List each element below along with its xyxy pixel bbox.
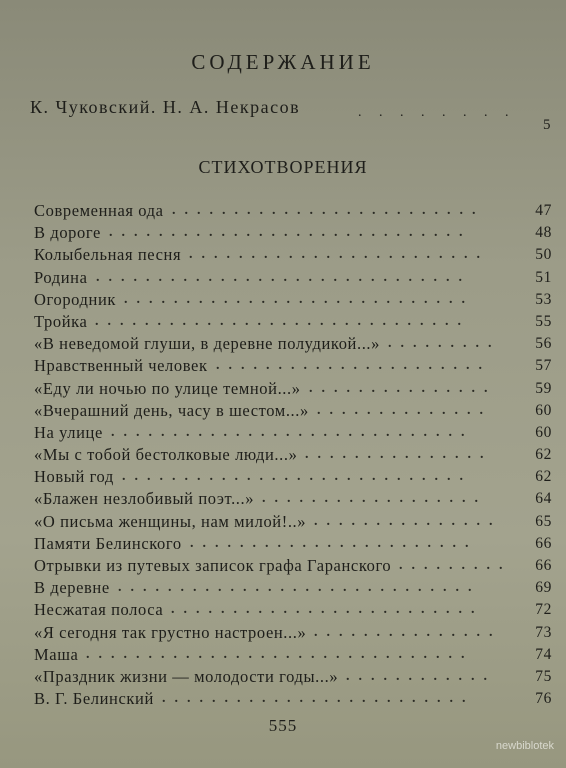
- toc-entry-leader-dots: ..................: [262, 491, 487, 507]
- toc-entry-title: «В неведомой глуши, в деревне полудикой...»: [34, 334, 381, 354]
- toc-entry: [34, 599, 552, 621]
- toc-entry-page: 56: [535, 335, 552, 353]
- toc-entry: [34, 666, 552, 688]
- toc-entry-title: «Я сегодня так грустно настроен...»: [34, 622, 307, 642]
- toc-entry: [34, 222, 552, 244]
- toc-entry-title: Колыбельная песня: [34, 245, 182, 265]
- toc-entry: [34, 577, 552, 599]
- toc-entry: [34, 200, 552, 222]
- toc-entry: [34, 511, 552, 533]
- toc-entry-leader-dots: ..............................: [95, 313, 470, 329]
- toc-entry-page: 62: [535, 446, 552, 464]
- toc-entry-title: «Вчерашний день, часу в шестом...»: [34, 400, 309, 420]
- toc-entry: [34, 267, 552, 289]
- toc-entry: [34, 533, 552, 555]
- toc-entry: [34, 244, 552, 266]
- toc-entry-page: 48: [535, 224, 552, 242]
- toc-entry-title: «Блажен незлобивый поэт...»: [34, 489, 255, 509]
- toc-entry: [34, 289, 552, 311]
- toc-entry-page: 53: [535, 290, 552, 308]
- toc-entry: [34, 644, 552, 666]
- toc-entry-title: «Мы с тобой бестолковые люди...»: [34, 445, 298, 465]
- toc-entry-title: В дороге: [34, 223, 101, 243]
- toc-entry: [34, 444, 552, 466]
- toc-entry: [34, 378, 552, 400]
- toc-entry-leader-dots: .............................: [109, 225, 472, 241]
- toc-entry-leader-dots: .........: [399, 558, 512, 573]
- watermark: newbiblotek: [495, 740, 554, 752]
- toc-entry-page: 64: [535, 490, 552, 508]
- toc-entry-page: 57: [535, 357, 552, 375]
- toc-entry-page: 51: [535, 268, 552, 286]
- toc-entry-page: 60: [535, 401, 552, 419]
- toc-entry-title: Современная ода: [34, 201, 164, 220]
- intro-entry-page: 5: [543, 117, 552, 133]
- toc-entry-page: 69: [535, 579, 552, 597]
- toc-entry: [34, 622, 552, 644]
- contents-title: СОДЕРЖАНИЕ: [191, 50, 375, 74]
- toc-entry-leader-dots: ...............: [309, 380, 497, 396]
- toc-entry-page: 66: [535, 557, 552, 574]
- toc-entry-page: 60: [535, 423, 552, 441]
- toc-entry-leader-dots: ............: [346, 668, 496, 684]
- toc-entry-title: «Еду ли ночью по улице темной...»: [34, 378, 301, 398]
- toc-entry-page: 75: [535, 667, 552, 685]
- toc-entry-page: 55: [535, 312, 552, 330]
- toc-entry-title: Огородник: [34, 289, 117, 309]
- toc-entry-leader-dots: ...............: [314, 624, 502, 640]
- toc-entry-page: 73: [535, 623, 552, 641]
- toc-entry-page: 65: [535, 512, 552, 530]
- toc-entry-title: «Праздник жизни — молодости годы...»: [34, 666, 339, 686]
- toc-entry-title: В. Г. Белинский: [34, 689, 154, 709]
- toc-entry-page: 72: [535, 601, 552, 619]
- section-title: СТИХОТВОРЕНИЯ: [198, 157, 368, 177]
- toc-entry-leader-dots: ............................: [122, 469, 472, 485]
- toc-entry-page: 50: [535, 246, 552, 264]
- toc-entry-leader-dots: .............................: [111, 424, 474, 440]
- toc-entry-page: 74: [535, 645, 552, 663]
- toc-entry-page: 47: [535, 202, 552, 219]
- toc-entry-leader-dots: ..............................: [96, 269, 471, 285]
- toc-entry-page: 59: [535, 379, 552, 397]
- toc-entry-leader-dots: .........: [388, 336, 501, 352]
- toc-entry-leader-dots: ............................: [124, 291, 474, 307]
- toc-entry-leader-dots: ......................: [216, 358, 491, 374]
- toc-entry: [34, 400, 552, 422]
- toc-entry-leader-dots: .......................: [190, 535, 478, 551]
- intro-entry: [30, 97, 552, 133]
- intro-entry-dots: . . . . . . . .: [358, 105, 516, 120]
- toc-entry-title: На улице: [34, 422, 103, 442]
- toc-entry-title: Тройка: [34, 311, 88, 331]
- toc-entry-leader-dots: ..............: [317, 402, 492, 418]
- page-number: 555: [268, 716, 298, 735]
- toc-entry: [34, 311, 552, 333]
- toc-entry-title: Несжатая полоса: [34, 600, 164, 620]
- intro-entry-title: К. Чуковский. Н. А. Некрасов: [30, 97, 301, 117]
- toc-entry-title: В деревне: [34, 578, 110, 598]
- toc-entry-title: Маша: [34, 644, 79, 664]
- toc-entry-title: «О письма женщины, нам милой!..»: [34, 511, 307, 531]
- toc-entry-leader-dots: ...............................: [86, 646, 474, 662]
- toc-entry: [34, 333, 552, 355]
- toc-entry-leader-dots: .........................: [171, 602, 484, 618]
- toc-entry-leader-dots: .............................: [118, 580, 481, 596]
- toc-list: [34, 200, 552, 710]
- toc-entry-title: Памяти Белинского: [34, 533, 182, 553]
- toc-entry-title: Отрывки из путевых записок графа Гаранского: [34, 556, 392, 575]
- toc-entry-page: 66: [535, 534, 552, 552]
- toc-entry: [34, 688, 552, 710]
- toc-entry: [34, 488, 552, 510]
- toc-entry-leader-dots: .........................: [162, 691, 475, 707]
- toc-entry-title: Новый год: [34, 467, 114, 487]
- toc-entry: [34, 422, 552, 444]
- toc-entry-title: Нравственный человек: [34, 356, 208, 376]
- toc-entry-leader-dots: .........................: [172, 203, 485, 218]
- toc-entry: [34, 555, 552, 577]
- toc-entry: [34, 466, 552, 488]
- toc-entry-page: 76: [535, 690, 552, 708]
- toc-entry-title: Родина: [34, 267, 88, 287]
- toc-entry-leader-dots: ...............: [305, 447, 493, 463]
- toc-entry-page: 62: [535, 468, 552, 486]
- toc-entry-leader-dots: ........................: [189, 247, 489, 263]
- toc-entry-leader-dots: ...............: [314, 513, 502, 529]
- toc-entry: [34, 355, 552, 377]
